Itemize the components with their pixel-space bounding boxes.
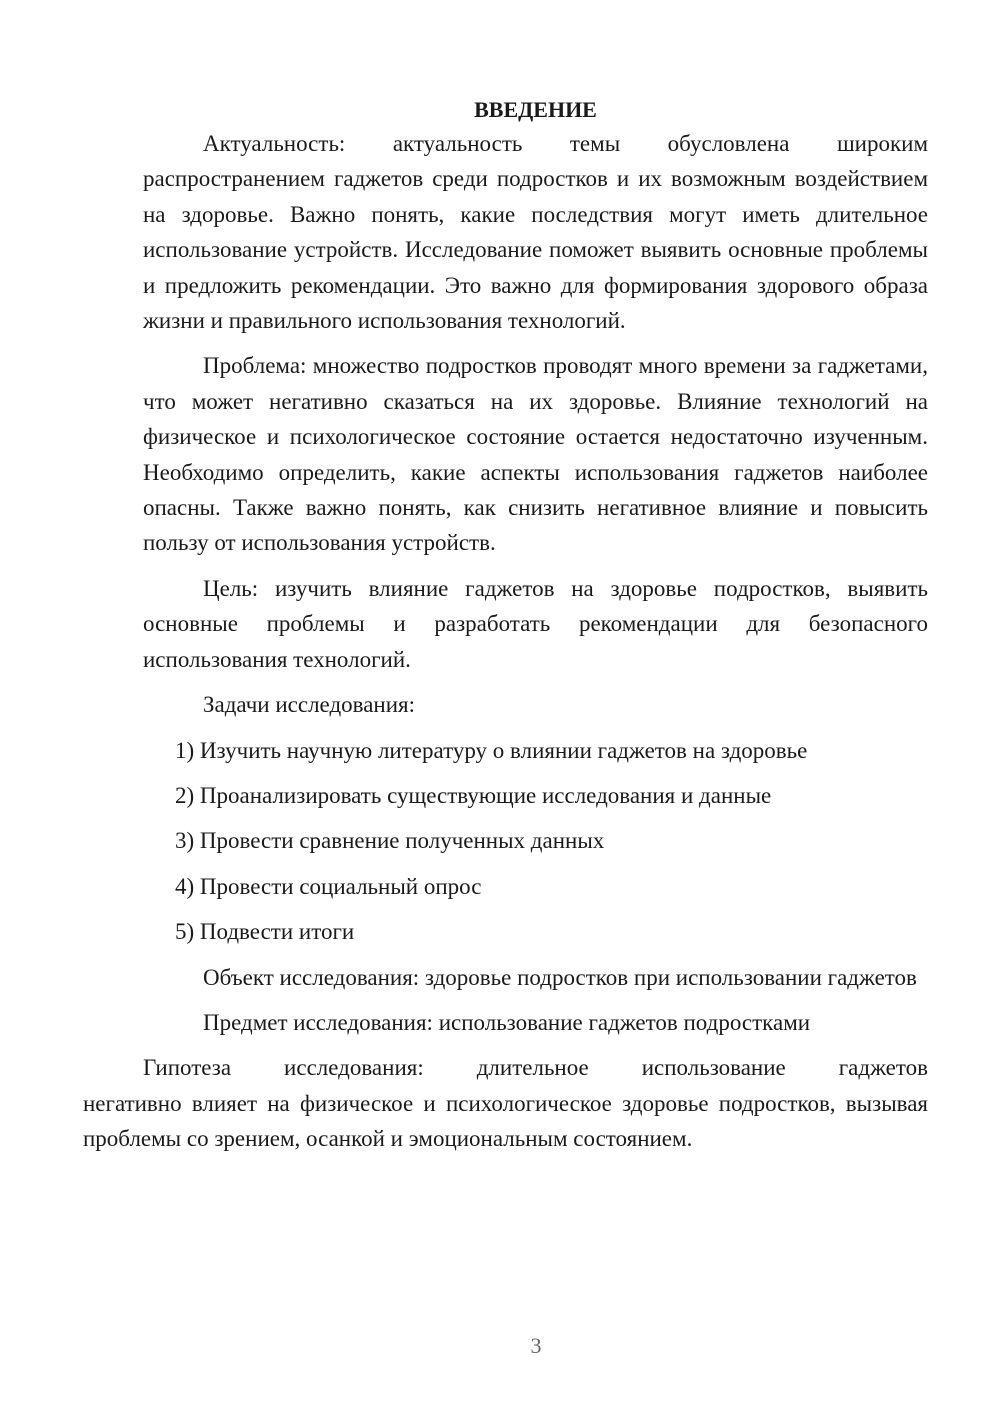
problem-paragraph: Проблема: множество подростков проводят много времени за гаджетами, что может негативно сказаться на их здоровье. Влияние технологий на физическое и психологическое состояние остается недостаточно изученным. Необходимо определить, какие аспекты использования гаджетов наиболее опасны. Также важно понять, как снизить негативное влияние и повысить пользу от использования устройств. [143, 353, 928, 556]
hypothesis-rest: негативно влияет на физическое и психологическое здоровье подростков, вызывая проблемы со зрением, осанкой и эмоциональным состоянием. [83, 1090, 928, 1152]
page-title: ВВЕДЕНИЕ [474, 97, 597, 122]
tasks-list [143, 733, 928, 950]
tasks-heading: Задачи исследования: [203, 692, 416, 718]
task-item-4: 4) Провести социальный опрос [175, 873, 482, 899]
page-number: 3 [530, 1333, 542, 1358]
task-item-2: 2) Проанализировать существующие исследования и данные [175, 782, 772, 808]
task-item-5: 5) Подвести итоги [175, 919, 355, 945]
hypothesis-first-line: Гипотеза исследования: длительное использование гаджетов [143, 1055, 928, 1081]
page-content [83, 92, 928, 1157]
object-paragraph: Объект исследования: здоровье подростков при использовании гаджетов [203, 964, 917, 990]
relevance-paragraph: Актуальность: актуальность темы обусловлена широким распространением гаджетов среди подростков и их возможным воздействием на здоровье. Важно понять, какие последствия могут иметь длительное использование устройств. Исследование поможет выявить основные проблемы и предложить рекомендации. Это важно для формирования здорового образа жизни и правильного использования технологий. [143, 131, 928, 334]
task-item-1: 1) Изучить научную литературу о влиянии гаджетов на здоровье [175, 737, 808, 763]
goal-paragraph: Цель: изучить влияние гаджетов на здоровье подростков, выявить основные проблемы и разработать рекомендации для безопасного использования технологий. [143, 575, 928, 672]
task-item-3: 3) Провести сравнение полученных данных [175, 828, 605, 854]
subject-paragraph: Предмет исследования: использование гаджетов подростками [203, 1009, 811, 1035]
hypothesis-paragraph [83, 1050, 928, 1156]
